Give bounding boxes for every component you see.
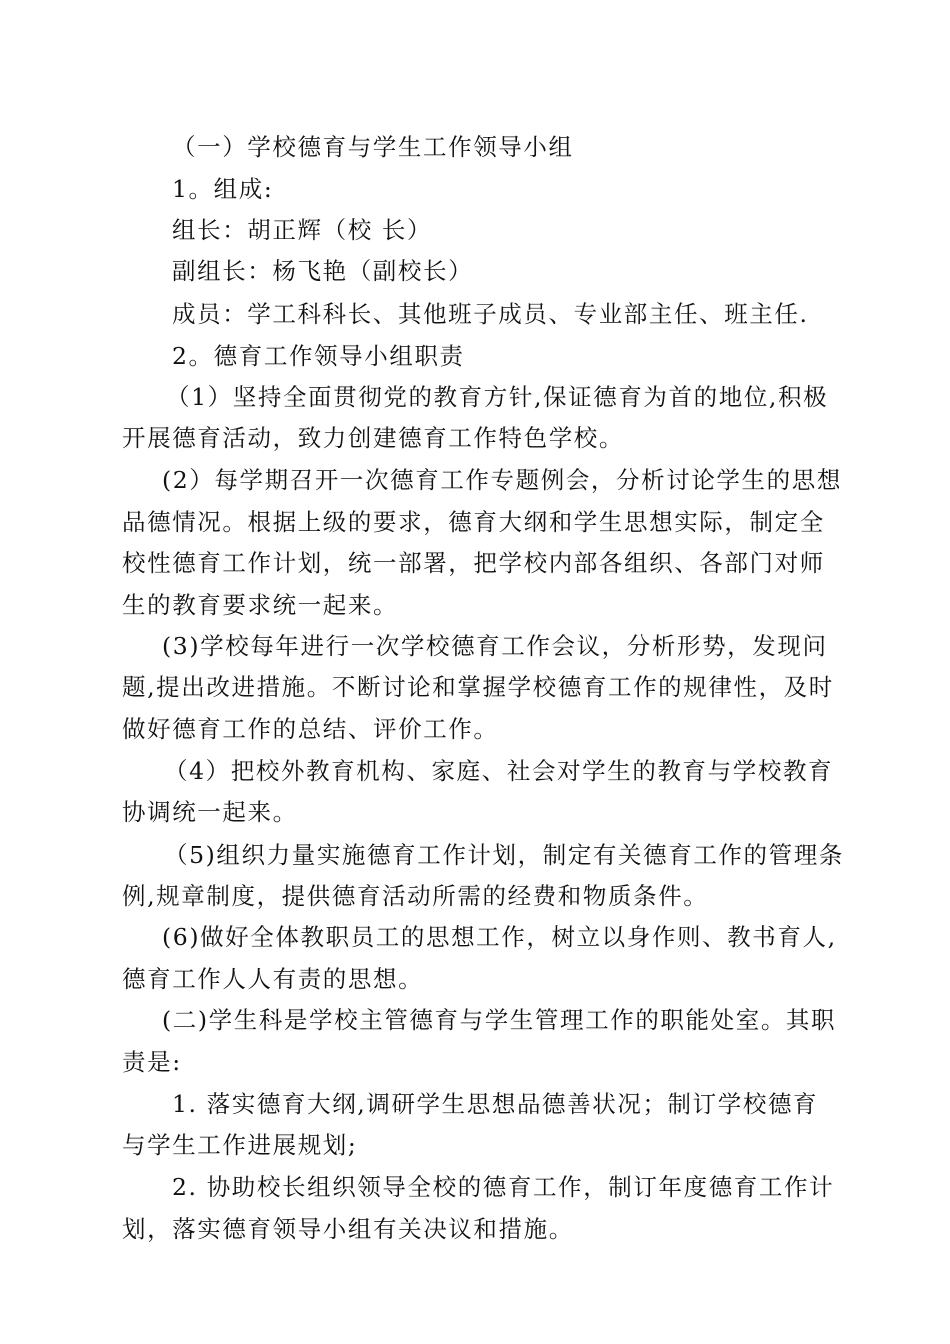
paragraph-6-line-2: 德育工作人人有责的思想。 <box>122 965 424 993</box>
paragraph-3-line-3: 做好德育工作的总结、评价工作。 <box>122 715 499 743</box>
paragraph-3-line-1: (3)学校每年进行一次学校德育工作会议，分析形势，发现问 <box>162 632 828 660</box>
paragraph-5-line-2: 例,规章制度，提供德育活动所需的经费和物质条件。 <box>122 882 709 910</box>
paragraph-3-line-2: 题,提出改进措施。不断讨论和掌握学校德育工作的规律性，及时 <box>122 673 834 701</box>
leader-line: 组长：胡正辉（校 长） <box>172 216 433 244</box>
section-heading-1: （一）学校德育与学生工作领导小组 <box>172 133 574 161</box>
item-2-line-1: 2. 协助校长组织领导全校的德育工作，制订年度德育工作计 <box>172 1173 835 1201</box>
deputy-leader-line: 副组长：杨飞艳（副校长） <box>172 257 474 285</box>
paragraph-4-line-1: （4）把校外教育机构、家庭、社会对学生的教育与学校教育 <box>164 757 834 785</box>
subheading-duties: 2。德育工作领导小组职责 <box>172 342 465 370</box>
paragraph-2-line-2: 品德情况。根据上级的要求，德育大纲和学生思想实际，制定全 <box>122 508 825 536</box>
paragraph-2-line-1: (2）每学期召开一次德育工作专题例会，分析讨论学生的思想 <box>162 466 842 494</box>
paragraph-1-line-2: 开展德育活动，致力创建德育工作特色学校。 <box>122 424 624 452</box>
paragraph-2-line-4: 生的教育要求统一起来。 <box>122 591 399 619</box>
paragraph-5-line-1: （5)组织力量实施德育工作计划，制定有关德育工作的管理条 <box>164 841 844 869</box>
section-heading-2-line-1: (二)学生科是学校主管德育与学生管理工作的职能处室。其职 <box>162 1006 837 1034</box>
item-1-line-1: 1. 落实德育大纲,调研学生思想品德善状况；制订学校德育 <box>172 1090 819 1118</box>
paragraph-2-line-3: 校性德育工作计划，统一部署，把学校内部各组织、各部门对师 <box>122 549 825 577</box>
paragraph-4-line-2: 协调统一起来。 <box>122 798 298 826</box>
section-heading-2-line-2: 责是: <box>122 1048 182 1076</box>
item-2-line-2: 划，落实德育领导小组有关决议和措施。 <box>122 1215 574 1243</box>
paragraph-1-line-1: （1）坚持全面贯彻党的教育方针,保证德育为首的地位,积极 <box>166 383 829 411</box>
members-line: 成员：学工科科长、其他班子成员、专业部主任、班主任. <box>172 300 809 328</box>
paragraph-6-line-1: (6)做好全体教职员工的思想工作，树立以身作则、教书育人, <box>162 923 837 951</box>
item-1-line-2: 与学生工作进展规划; <box>122 1131 358 1159</box>
subheading-composition: 1。组成: <box>172 175 274 203</box>
